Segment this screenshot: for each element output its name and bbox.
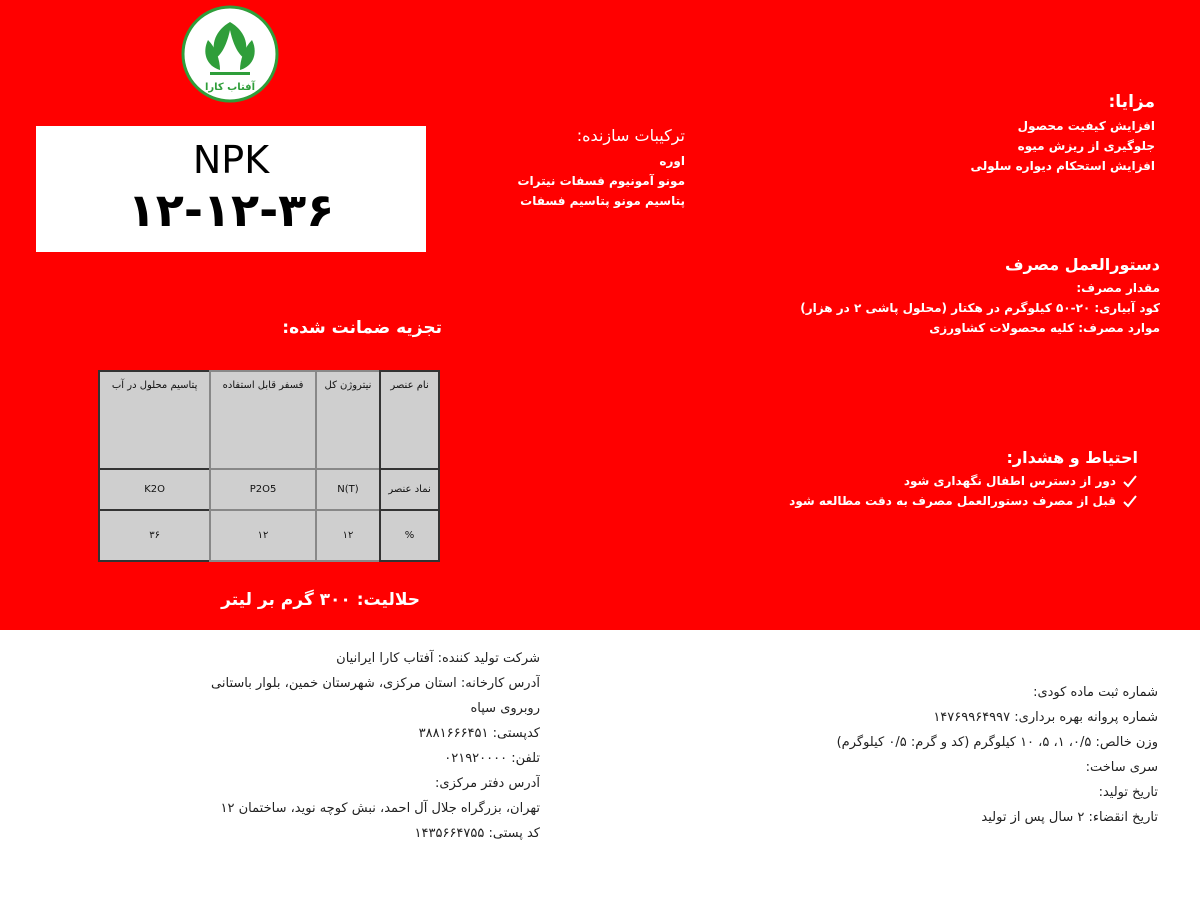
analysis-value-cell: ۱۲ [210, 510, 316, 561]
analysis-header-cell: پتاسیم محلول در آب [99, 371, 210, 469]
benefit-item: جلوگیری از ریزش میوه [1017, 139, 1155, 153]
usage-line: مقدار مصرف: [1076, 281, 1160, 295]
analysis-header-cell: نیتروژن کل [316, 371, 380, 469]
warnings-title: احتیاط و هشدار: [1006, 448, 1138, 467]
company-line: آدرس دفتر مرکزی: [435, 776, 540, 791]
registry-info [700, 680, 1158, 830]
solubility-text: حلالیت: ۳۰۰ گرم بر لیتر [221, 590, 420, 610]
company-line: کد پستی: ۱۴۳۵۶۶۴۷۵۵ [414, 826, 540, 841]
logo-text: آفتاب کارا [204, 82, 256, 93]
company-line: کدپستی: ۳۸۸۱۶۶۶۴۵۱ [418, 726, 540, 741]
warning-item [600, 471, 1138, 491]
analysis-table [98, 370, 440, 562]
benefit-item: افزایش استحکام دیواره سلولی [970, 159, 1155, 173]
company-line: تلفن: ۰۲۱۹۲۰۰۰۰ [444, 751, 540, 766]
company-info [0, 646, 540, 846]
warning-text: دور از دسترس اطفال نگهداری شود [903, 474, 1116, 488]
leaf-logo-icon [180, 4, 280, 104]
warnings-section [600, 448, 1138, 511]
company-line: روبروی سپاه [470, 701, 540, 716]
component-item: اوره [659, 154, 685, 168]
product-formula: ۱۲-۱۲-۳۶ [127, 183, 335, 237]
benefit-item: افزایش کیفیت محصول [1017, 119, 1155, 133]
warning-item [600, 491, 1138, 511]
component-item: پتاسیم مونو پتاسیم فسفات [520, 194, 685, 208]
check-icon [1122, 473, 1138, 489]
analysis-formula-cell: P2O5 [210, 469, 316, 510]
components-section [420, 126, 685, 211]
usage-section [640, 255, 1160, 338]
benefits-title: مزایا: [1108, 92, 1155, 112]
components-title: ترکیبات سازنده: [576, 126, 685, 145]
check-icon [1122, 493, 1138, 509]
company-logo [180, 4, 280, 104]
registry-line: تاریخ تولید: [1098, 785, 1158, 800]
registry-line: تاریخ انقضاء: ۲ سال پس از تولید [981, 810, 1158, 825]
analysis-value-cell: % [380, 510, 439, 561]
analysis-title: تجزیه ضمانت شده: [282, 318, 442, 338]
analysis-formula-cell: N(T) [316, 469, 380, 510]
registry-line: شماره ثبت ماده کودی: [1033, 685, 1158, 700]
analysis-header-cell: فسفر قابل استفاده [210, 371, 316, 469]
registry-line: شماره پروانه بهره برداری: ۱۴۷۶۹۹۶۴۹۹۷ [933, 710, 1158, 725]
analysis-value-cell: ۳۶ [99, 510, 210, 561]
component-item: مونو آمونیوم فسفات نیترات [517, 174, 685, 188]
usage-line: کود آبیاری: ۲۰-۵۰ کیلوگرم در هکتار (محلول پاشی ۲ در هزار) [800, 301, 1160, 315]
benefits-section [740, 92, 1155, 176]
company-line: شرکت تولید کننده: آفتاب کارا ایرانیان [336, 651, 540, 666]
usage-line: موارد مصرف: کلیه محصولات کشاورزی [929, 321, 1160, 335]
product-name: NPK [192, 138, 270, 182]
registry-line: سری ساخت: [1085, 760, 1158, 775]
analysis-header-cell: نام عنصر [380, 371, 439, 469]
registry-line: وزن خالص: ۰/۵، ۱، ۵، ۱۰ کیلوگرم (کد و گرم: ۰/۵ کیلوگرم) [836, 735, 1158, 750]
analysis-formula-cell: K2O [99, 469, 210, 510]
company-line: تهران، بزرگراه جلال آل احمد، نبش کوچه نوید، ساختمان ۱۲ [220, 801, 540, 816]
company-line: آدرس کارخانه: استان مرکزی، شهرستان خمین، بلوار باستانی [211, 676, 540, 691]
usage-title: دستورالعمل مصرف [1004, 255, 1160, 274]
warning-text: قبل از مصرف دستورالعمل مصرف به دقت مطالعه شود [789, 494, 1116, 508]
analysis-formula-cell: نماد عنصر [380, 469, 439, 510]
analysis-value-cell: ۱۲ [316, 510, 380, 561]
product-box [36, 126, 426, 252]
